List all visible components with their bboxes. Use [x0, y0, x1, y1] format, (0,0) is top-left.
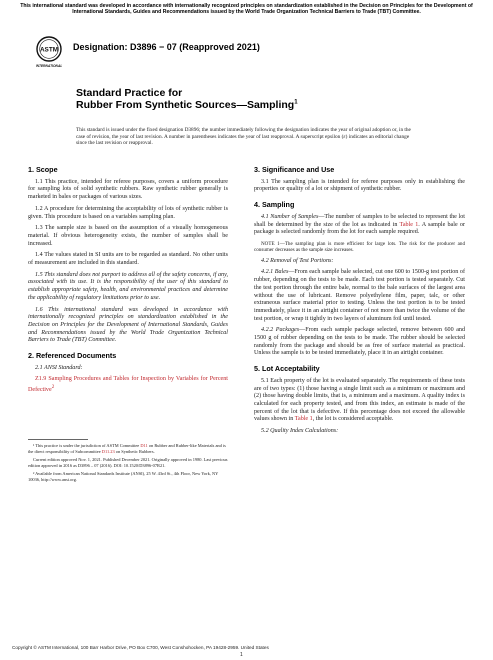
para-2-1: 2.1 ANSI Standard: [35, 364, 83, 371]
para-1-4: 1.4 The values stated in SI units are to be regarded as standard. No other units of measurement are included in this standard. [28, 252, 228, 267]
right-column [254, 166, 465, 440]
section-heading-significance: 3. Significance and Use [254, 165, 335, 174]
para-1-6: 1.6 This international standard was developed in accordance with internationally recognized principles on standardization established in the Decision on Principles for the Development of International Standards, Guides and Recommendations issued by the World Trade Organization Technical Barriers to Trade (TBT) Committee. [28, 306, 228, 344]
footnote-2: ² Available from American National Standards Institute (ANSI), 25 W. 43rd St., 4th Floor, New York, NY 10036, http://www.ansi.org. [28, 471, 219, 482]
title-line-1: Standard Practice for [76, 87, 183, 99]
page-number: 1 [240, 652, 243, 658]
para-1-3: 1.3 The sample size is based on the assumption of a visually homogeneous material. If obvious heterogeneity exists, the number of samples shall be increased. [28, 225, 228, 247]
copyright-footer: Copyright © ASTM International, 100 Barr Harbor Drive, PO Box C700, West Conshohocken, PA 19428-2959. United States [12, 645, 269, 650]
committee-d11-link[interactable]: D11 [140, 442, 148, 448]
table-1-link-2[interactable]: Table 1 [294, 416, 313, 423]
logo-bottom-text: INTERNATIONAL [36, 64, 62, 68]
para-3-1: 3.1 The sampling plan is intended for referee purposes only in establishing the properties or quality of a lot or shipment of synthetic rubber. [254, 178, 465, 193]
footnote-edition: Current edition approved Nov. 1, 2021. Published December 2021. Originally approved in 1980. Last previous edition approved in 2016 as D3896 – 07 (2016). DOI: 10.1520/D3896-07R21. [28, 457, 228, 468]
astm-logo-icon [36, 36, 62, 70]
issued-note: This standard is issued under the fixed designation D3896; the number immediately following the designation indicates the year of original adoption or, in the case of revision, the year of last revision. A number in parentheses indicates the year of last reapproval. A superscript epsilon (ε) indicates an editorial change since the last revision or reapproval. [76, 127, 411, 147]
para-1-5: 1.5 This standard does not purport to address all of the safety concerns, if any, associated with its use. It is the responsibility of the user of this standard to establish appropriate safety, health, and environmental practices and determine the applicability of regulatory limitations prior to use. [28, 271, 228, 301]
reference-footnote-marker[interactable]: 2 [51, 384, 55, 391]
left-column [28, 166, 228, 485]
designation: Designation: D3896 − 07 (Reapproved 2021) [73, 42, 260, 52]
table-1-link[interactable]: Table 1 [399, 221, 419, 228]
reference-code-link[interactable]: Z1.9 [35, 376, 47, 383]
para-4-2-1: 4.2.1 Bales—From each sample bale selected, cut one 600 to 1500-g test portion of rubber, depending on the tests to be made. Each test portion is tested separately. Cut the test portion through the entire bale, normal to the bale surfaces of the largest area without the use of lubricant. Remove polyethylene film, paper, talc, or other extraneous surface material prior to testing. Unless the test portion is to be tested immediately, place it in an airtight container of not more than twice the volume of the test portion, or wrap it tightly in two layers of aluminum foil until tested. [254, 269, 466, 322]
title-line-2: Rubber From Synthetic Sources—Sampling [76, 99, 295, 111]
section-heading-references: 2. Referenced Documents [28, 351, 117, 361]
para-4-2: 4.2 Removal of Test Portions: [261, 257, 334, 264]
section-heading-acceptability: 5. Lot Acceptability [254, 364, 320, 374]
astm-logo [36, 36, 62, 70]
para-5-1: 5.1 Each property of the lot is evaluated separately. The requirements of these tests are of two types: (1) those having a single limit such as a minimum or maximum and (2) those having double limits, that is, a minimum and a maximum. A quality index is calculated for each property tested, and from this index, an estimate is made of the percent of the lot that is defective. If this percentage does not exceed the allowable values shown in Table 1, the lot is considered acceptable. [254, 377, 465, 423]
footnote-1: ¹ This practice is under the jurisdiction of ASTM Committee D11 on Rubber and Rubber-like Materials and is the direct responsibility of Subcommittee D11.23 on Synthetic Rubbers. [28, 442, 226, 454]
para-4-1: 4.1 Number of Samples—The number of samples to be selected to represent the lot shall be determined by the size of the lot as indicated in Table 1. A sample bale or package is selected randomly from the lot for each sample required. [254, 213, 465, 236]
reference-title-link[interactable]: Sampling Procedures and Tables for Inspection by Variables for Percent Defective [28, 376, 228, 394]
note-1: NOTE 1—The sampling plan is more efficient for large lots. The risk for the producer and consumer decreases as the sample size increases. [254, 240, 465, 254]
para-4-2-2: 4.2.2 Packages—From each sample package selected, remove between 600 and 1500 g of rubber depending on the tests to be made. The rubber should be selected randomly from the package and should be as free of surface material as practical. Unless the sample is to be tested immediately, place it in an airtight container. [254, 327, 465, 357]
header-notice: This international standard was developed in accordance with internationally recognized principles on standardization established in the Decision on Principles for the Development of International Standards, Guides and Recommendations issued by the World Trade Organization Technical Barriers to Trade (TBT) Committee. [20, 3, 473, 16]
subcommittee-d1123-link[interactable]: D11.23 [101, 448, 115, 454]
para-1-2: 1.2 A procedure for determining the acceptability of lots of synthetic rubber is given. This procedure is based on a variables sampling plan. [28, 205, 228, 220]
section-heading-scope: 1. Scope [28, 165, 58, 174]
section-heading-sampling: 4. Sampling [254, 200, 295, 210]
page-title [76, 99, 298, 111]
title-footnote-marker[interactable]: 1 [294, 99, 298, 106]
para-5-2: 5.2 Quality Index Calculations: [261, 428, 339, 435]
footnote-divider [28, 439, 88, 440]
para-1-1: 1.1 This practice, intended for referee purposes, covers a uniform procedure for sampling lots of solid synthetic rubbers. Raw synthetic rubber generally is marketed in bales or packages of various sizes. [28, 178, 228, 201]
reference-z19 [28, 376, 228, 394]
logo-top-text: ASTM [39, 46, 59, 54]
